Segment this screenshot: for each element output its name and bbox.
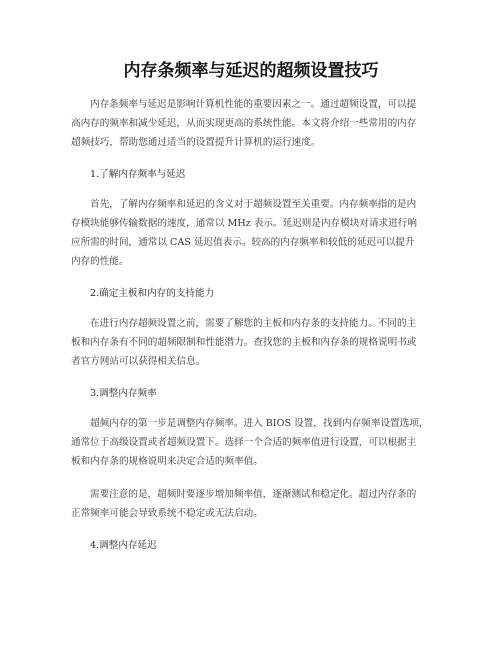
- paragraph-line: 在进行内存超频设置之前，需要了解您的主板和内存条的支持能力。不同的主: [90, 318, 417, 329]
- paragraph-line: 首先，了解内存频率和延迟的含义对于超频设置至关重要。内存频率指的是内: [90, 199, 417, 210]
- paragraph-support: [71, 314, 434, 371]
- paragraph-line: 超频内存的第一步是调整内存频率。进入 BIOS 设置，找到内存频率设置选项，: [90, 418, 429, 429]
- paragraph-line: 板和内存条有不同的超频限制和性能潜力。查找您的主板和内存条的规格说明书或: [71, 337, 417, 348]
- section-heading-1: 1.了解内存频率与延迟: [90, 169, 186, 180]
- paragraph-line: 高内存的频率和减少延迟，从而实现更高的系统性能。本文将介绍一些常用的内存: [71, 118, 417, 129]
- section-heading-4: 4.调整内存延迟: [90, 540, 157, 551]
- paragraph-intro: [71, 95, 434, 152]
- section-heading-3: 3.调整内存频率: [90, 388, 157, 399]
- paragraph-line: 内存的性能。: [71, 256, 129, 267]
- paragraph-line: 需要注意的是，超频时要逐步增加频率值，逐渐测试和稳定化。超过内存条的: [90, 489, 417, 500]
- paragraph-line: 板和内存条的规格说明来决定合适的频率值。: [71, 456, 263, 467]
- paragraph-line: 超频技巧，帮助您通过适当的设置提升计算机的运行速度。: [71, 137, 321, 148]
- paragraph-line: 存模块能够传输数据的速度，通常以 MHz 表示。延迟则是内存模块对请求进行响: [71, 218, 417, 229]
- paragraph-line: 内存条频率与延迟是影响计算机性能的重要因素之一。通过超频设置，可以提: [90, 99, 417, 110]
- paragraph-line: 应所需的时间，通常以 CAS 延迟值表示。较高的内存频率和较低的延迟可以提升: [71, 237, 415, 248]
- paragraph-line: 通常位于高级设置或者超频设置下。选择一个合适的频率值进行设置，可以根据主: [71, 437, 417, 448]
- paragraph-line: 者官方网站可以获得相关信息。: [71, 356, 206, 367]
- paragraph-caution: [71, 485, 434, 523]
- paragraph-line: 正常频率可能会导致系统不稳定或无法启动。: [71, 508, 263, 519]
- paragraph-adjust-frequency: [71, 414, 434, 471]
- section-heading-2: 2.确定主板和内存的支持能力: [90, 288, 215, 299]
- document-title: 内存条频率与延迟的超频设置技巧: [123, 61, 379, 81]
- paragraph-frequency-latency: [71, 195, 434, 271]
